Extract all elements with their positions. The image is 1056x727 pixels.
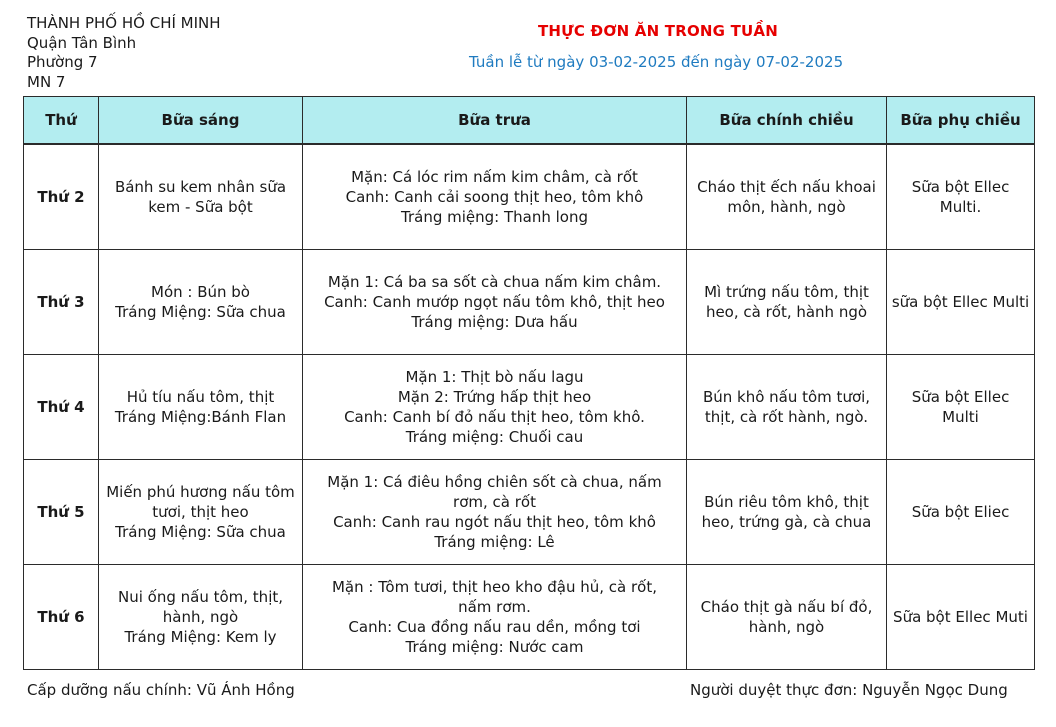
cell-line: nấm rơm. <box>458 598 531 616</box>
date-from: 03-02-2025 <box>589 53 677 71</box>
cell-line: Sữa bột Ellec <box>911 178 1010 196</box>
lunch-cell <box>303 355 687 460</box>
school-label: MN 7 <box>27 72 66 91</box>
col-header-afternoon-main: Bữa chính chiều <box>687 97 887 145</box>
col-header-lunch: Bữa trưa <box>303 97 687 145</box>
menu-table <box>23 96 1035 670</box>
cell-line: Tráng miệng: Thanh long <box>401 208 588 226</box>
cell-line: Sữa bột Ellec <box>911 388 1010 406</box>
afternoon-snack-cell <box>887 460 1035 565</box>
week-prefix: Tuần lễ từ ngày <box>469 53 585 71</box>
day-cell: Thứ 6 <box>24 565 99 670</box>
cell-line: Mì trứng nấu tôm, thịt <box>704 283 869 301</box>
lunch-cell <box>303 460 687 565</box>
cell-line: Nui ống nấu tôm, thịt, <box>117 588 284 606</box>
cell-line: sữa bột Ellec Multi <box>891 293 1030 311</box>
afternoon-snack-cell <box>887 355 1035 460</box>
cell-line: heo, cà rốt, hành ngò <box>705 303 868 321</box>
col-header-afternoon-snack: Bữa phụ chiều <box>887 97 1035 145</box>
afternoon-main-cell <box>687 355 887 460</box>
afternoon-main-cell <box>687 460 887 565</box>
lunch-cell <box>303 250 687 355</box>
day-cell: Thứ 4 <box>24 355 99 460</box>
cell-line: Canh: Canh bí đỏ nấu thịt heo, tôm khô. <box>344 408 645 426</box>
cell-line: hành, ngò <box>162 608 239 626</box>
breakfast-cell <box>99 144 303 250</box>
ward-label: Phường 7 <box>27 53 98 71</box>
cell-line: Bánh su kem nhân sữa <box>114 178 287 196</box>
cell-line: tươi, thịt heo <box>152 503 249 521</box>
cell-line: Mặn 1: Cá ba sa sốt cà chua nấm kim châm. <box>327 273 662 291</box>
cell-line: Miến phú hương nấu tôm <box>106 483 295 501</box>
cell-line: Hủ tíu nấu tôm, thịt <box>126 388 275 406</box>
cell-line: Tráng Miệng: Sữa chua <box>115 303 286 321</box>
week-mid: đến ngày <box>681 53 752 71</box>
cell-line: thịt, cà rốt hành, ngò. <box>704 408 869 426</box>
afternoon-snack-cell <box>887 144 1035 250</box>
table-row <box>24 565 1035 670</box>
afternoon-snack-cell <box>887 565 1035 670</box>
week-range <box>469 53 843 71</box>
district-label: Quận Tân Bình <box>27 33 137 52</box>
cell-line: Mặn 2: Trứng hấp thịt heo <box>397 388 592 406</box>
cell-line: Canh: Canh mướp ngọt nấu tôm khô, thịt heo <box>324 293 665 311</box>
cell-line: Bún riêu tôm khô, thịt <box>704 493 869 511</box>
table-row <box>24 250 1035 355</box>
cell-line: Cháo thịt ếch nấu khoai <box>697 178 876 196</box>
afternoon-main-cell <box>687 565 887 670</box>
cell-line: Mặn : Tôm tươi, thịt heo kho đậu hủ, cà rốt, <box>331 578 658 596</box>
lunch-cell <box>303 565 687 670</box>
table-row <box>24 355 1035 460</box>
header-row <box>24 97 1035 145</box>
cell-line: heo, trứng gà, cà chua <box>701 513 872 531</box>
cell-line: môn, hành, ngò <box>727 198 846 216</box>
page-title: THỰC ĐƠN ĂN TRONG TUẦN <box>538 22 778 40</box>
table-row <box>24 460 1035 565</box>
city-label: THÀNH PHỐ HỒ CHÍ MINH <box>27 14 221 32</box>
afternoon-main-cell <box>687 250 887 355</box>
afternoon-snack-cell <box>887 250 1035 355</box>
school-info <box>27 14 221 92</box>
cell-line: Canh: Canh rau ngót nấu thịt heo, tôm khô <box>333 513 656 531</box>
approver-signature: Người duyệt thực đơn: Nguyễn Ngọc Dung <box>690 681 1008 699</box>
breakfast-cell <box>99 355 303 460</box>
afternoon-main-cell <box>687 144 887 250</box>
cell-line: Sữa bột Ellec Muti <box>893 608 1028 626</box>
day-cell: Thứ 3 <box>24 250 99 355</box>
cell-line: Mặn: Cá lóc rim nấm kim châm, cà rốt <box>351 168 638 186</box>
col-header-breakfast: Bữa sáng <box>99 97 303 145</box>
cell-line: Canh: Canh cải soong thịt heo, tôm khô <box>345 188 644 206</box>
breakfast-cell <box>99 250 303 355</box>
cell-line: rơm, cà rốt <box>453 493 536 511</box>
cell-line: kem - Sữa bột <box>148 198 253 216</box>
cell-line: Mặn 1: Cá điêu hồng chiên sốt cà chua, nấm <box>327 473 662 491</box>
cell-line: Cháo thịt gà nấu bí đỏ, <box>700 598 873 616</box>
cell-line: Tráng Miệng: Kem ly <box>124 628 277 646</box>
cell-line: Multi. <box>939 198 982 216</box>
cook-signature: Cấp dưỡng nấu chính: Vũ Ánh Hồng <box>27 681 295 699</box>
day-cell: Thứ 5 <box>24 460 99 565</box>
breakfast-cell <box>99 565 303 670</box>
breakfast-cell <box>99 460 303 565</box>
cell-line: Mặn 1: Thịt bò nấu lagu <box>405 368 584 386</box>
lunch-cell <box>303 144 687 250</box>
cell-line: Tráng miệng: Lê <box>434 533 555 551</box>
cell-line: Món : Bún bò <box>151 283 250 301</box>
cell-line: Canh: Cua đồng nấu rau dền, mồng tơi <box>348 618 641 636</box>
cell-line: Tráng miệng: Dưa hấu <box>411 313 578 331</box>
date-to: 07-02-2025 <box>755 53 844 71</box>
cell-line: hành, ngò <box>748 618 825 636</box>
cell-line: Sữa bột Eliec <box>911 503 1010 521</box>
cell-line: Tráng miệng: Chuối cau <box>405 428 584 446</box>
cell-line: Tráng miệng: Nước cam <box>405 638 584 656</box>
cell-line: Tráng Miệng:Bánh Flan <box>114 408 287 426</box>
cell-line: Multi <box>942 408 979 426</box>
cell-line: Tráng Miệng: Sữa chua <box>115 523 286 541</box>
col-header-day: Thứ <box>24 97 99 145</box>
day-cell: Thứ 2 <box>24 144 99 250</box>
table-row <box>24 144 1035 250</box>
cell-line: Bún khô nấu tôm tươi, <box>702 388 871 406</box>
